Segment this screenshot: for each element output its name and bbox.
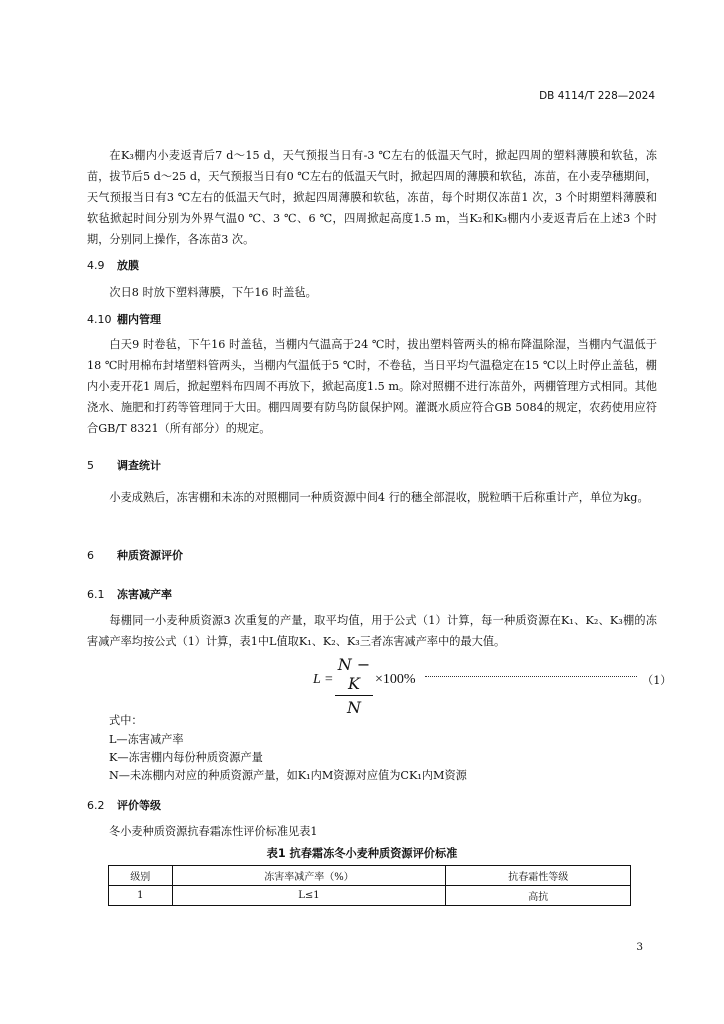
formula-denominator: N xyxy=(347,698,361,717)
paragraph-4-9: 次日8 时放下塑料薄膜，下午16 时盖毡。 xyxy=(109,286,317,299)
document-header: DB 4114/T 228—2024 xyxy=(539,90,655,102)
section-heading-5 xyxy=(87,457,161,473)
table-cell: 1 xyxy=(109,886,173,906)
section-number: 4.10 xyxy=(87,313,112,326)
section-heading-4-9 xyxy=(87,257,139,273)
section-number: 6.2 xyxy=(87,799,105,812)
formula-leader-dots xyxy=(425,676,637,677)
section-number: 6.1 xyxy=(87,588,105,601)
section-number: 6 xyxy=(87,549,94,562)
table-header-row xyxy=(109,866,631,886)
section-title: 冻害减产率 xyxy=(117,588,172,601)
definition-k: K—冻害棚内每份种质资源产量 xyxy=(109,751,263,764)
paragraph-6-1: 每棚同一小麦种质资源3 次重复的产量，取平均值，用于公式（1）计算，每一种质资源在K₁、K₂、K₃棚的冻害减产率均按公式（1）计算，表1中L值取K₁、K₂、K₃三者冻害减产率中的最大值。 xyxy=(87,614,657,648)
formula-rhs: ×100% xyxy=(375,672,416,687)
formula-fraction xyxy=(335,655,373,717)
section-title: 评价等级 xyxy=(117,799,161,812)
evaluation-table xyxy=(108,865,631,906)
section-title: 种质资源评价 xyxy=(117,549,183,562)
section-title: 放膜 xyxy=(117,259,139,272)
paragraph-5: 小麦成熟后，冻害棚和未冻的对照棚同一种质资源中间4 行的穗全部混收，脱粒晒干后称重计产，单位为kg。 xyxy=(109,491,649,504)
definition-l: L—冻害减产率 xyxy=(109,733,184,746)
section-number: 5 xyxy=(87,459,94,472)
header-cell: 级别 xyxy=(109,866,173,886)
paragraph-4-10: 白天9 时卷毡，下午16 时盖毡，当棚内气温高于24 ℃时，拔出塑料管两头的棉布降温除湿，当棚内气温低于18 ℃时用棉布封堵塑料管两头，当棚内气温低于5 ℃时，不卷毡，当日平均气温稳定在15 ℃以上时停止盖毡，棚内小麦开花1 周后，掀起塑料布四周不再放下，掀起高度1.5 m。除对照棚不进行冻苗外，两棚管理方式相同。其他浇水、施肥和打药等管理同于大田。棚四周要有防鸟防鼠保护网。灌溉水质应符合GB 5084的规定，农药使用应符合GB/T 8321（所有部分）的规定。 xyxy=(87,338,657,435)
table-cell: L≤1 xyxy=(172,886,446,906)
formula-lhs: L = xyxy=(313,672,334,687)
formula-number: （1） xyxy=(642,674,672,687)
section-heading-6 xyxy=(87,547,183,563)
formula-numerator: N − K xyxy=(337,655,371,693)
table-row xyxy=(109,886,631,906)
section-heading-4-10 xyxy=(87,311,161,327)
header-cell: 冻害率减产率（%） xyxy=(172,866,446,886)
section-heading-6-2 xyxy=(87,797,161,813)
page-number: 3 xyxy=(636,941,643,953)
table-caption: 表1 抗春霜冻冬小麦种质资源评价标准 xyxy=(266,847,458,860)
section-title: 调查统计 xyxy=(117,459,161,472)
section-title: 棚内管理 xyxy=(117,313,161,326)
paragraph-freeze-procedure: 在K₃棚内小麦返青后7 d～15 d，天气预报当日有-3 ℃左右的低温天气时，掀起四周的塑料薄膜和软毡，冻苗，拔节后5 d～25 d，天气预报当日有0 ℃左右的低温天气时，掀起四周的薄膜和软毡，冻苗，在小麦孕穗期间，天气预报当日有3 ℃左右的低温天气时，掀起四周薄膜和软毡，冻苗，每个时期仅冻苗1 次，3 个时期塑料薄膜和软毡掀起时间分别为外界气温0 ℃、3 ℃、6 ℃，四周掀起高度1.5 m，当K₂和K₃棚内小麦返青后在上述3 个时期，分别同上操作，各冻苗3 次。 xyxy=(87,149,657,246)
definition-n: N—未冻棚内对应的种质资源产量，如K₁内M资源对应值为CK₁内M资源 xyxy=(109,769,467,782)
where-label: 式中： xyxy=(109,714,143,727)
section-number: 4.9 xyxy=(87,259,105,272)
fraction-bar xyxy=(335,695,373,696)
section-heading-6-1 xyxy=(87,586,172,602)
paragraph-6-2: 冬小麦种质资源抗春霜冻性评价标准见表1 xyxy=(109,825,318,838)
header-cell: 抗春霜性等级 xyxy=(446,866,631,886)
table-cell: 高抗 xyxy=(446,886,631,906)
